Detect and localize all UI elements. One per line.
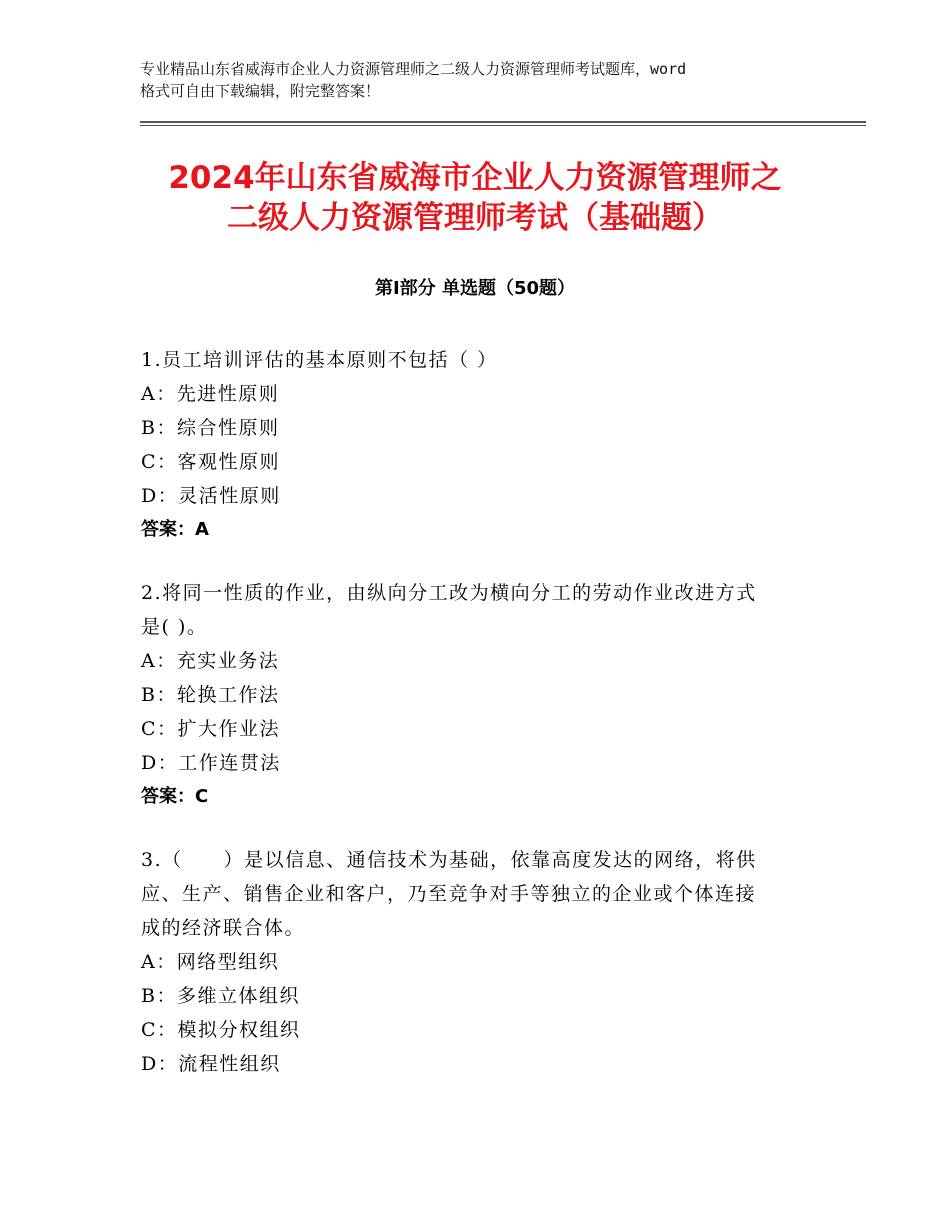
question-stem: 2.将同一性质的作业，由纵向分工改为横向分工的劳动作业改进方式 [141, 582, 757, 604]
answer-key: 答案：C [141, 786, 209, 807]
question-1 [141, 343, 831, 547]
question-stem: 应、生产、销售企业和客户，乃至竞争对手等独立的企业或个体连接 [141, 883, 757, 905]
question-stem: 是( )。 [141, 616, 208, 638]
question-stem: 3.（ ）是以信息、通信技术为基础，依靠高度发达的网络，将供 [141, 849, 757, 871]
section-heading: 第Ⅰ部分 单选题（50题） [374, 278, 575, 299]
option-a: A：先进性原则 [141, 383, 280, 405]
option-c: C：扩大作业法 [141, 718, 281, 740]
question-stem: 1.员工培训评估的基本原则不包括（ ） [141, 349, 498, 371]
question-2 [141, 576, 831, 814]
option-b: B：轮换工作法 [141, 684, 280, 706]
option-a: A：网络型组织 [141, 951, 280, 973]
option-a: A：充实业务法 [141, 650, 280, 672]
option-d: D：流程性组织 [141, 1053, 281, 1075]
option-c: C：模拟分权组织 [141, 1019, 301, 1041]
question-3 [141, 843, 831, 1081]
header-note [140, 58, 830, 102]
header-note-line: 专业精品山东省威海市企业人力资源管理师之二级人力资源管理师考试题库，word [140, 60, 687, 78]
document-title-line: 2024年山东省威海市企业人力资源管理师之 [168, 160, 782, 196]
option-b: B：多维立体组织 [141, 985, 300, 1007]
option-d: D：灵活性原则 [141, 485, 281, 507]
document-title [100, 158, 850, 238]
question-stem: 成的经济联合体。 [141, 917, 306, 939]
option-b: B：综合性原则 [141, 417, 280, 439]
document-title-line: 二级人力资源管理师考试（基础题） [227, 200, 723, 236]
header-divider [140, 121, 866, 123]
question-list [141, 343, 831, 1110]
answer-key: 答案：A [141, 519, 209, 540]
header-divider-thin [140, 125, 866, 126]
option-d: D：工作连贯法 [141, 752, 281, 774]
option-c: C：客观性原则 [141, 451, 281, 473]
header-note-line: 格式可自由下载编辑，附完整答案！ [140, 82, 381, 100]
